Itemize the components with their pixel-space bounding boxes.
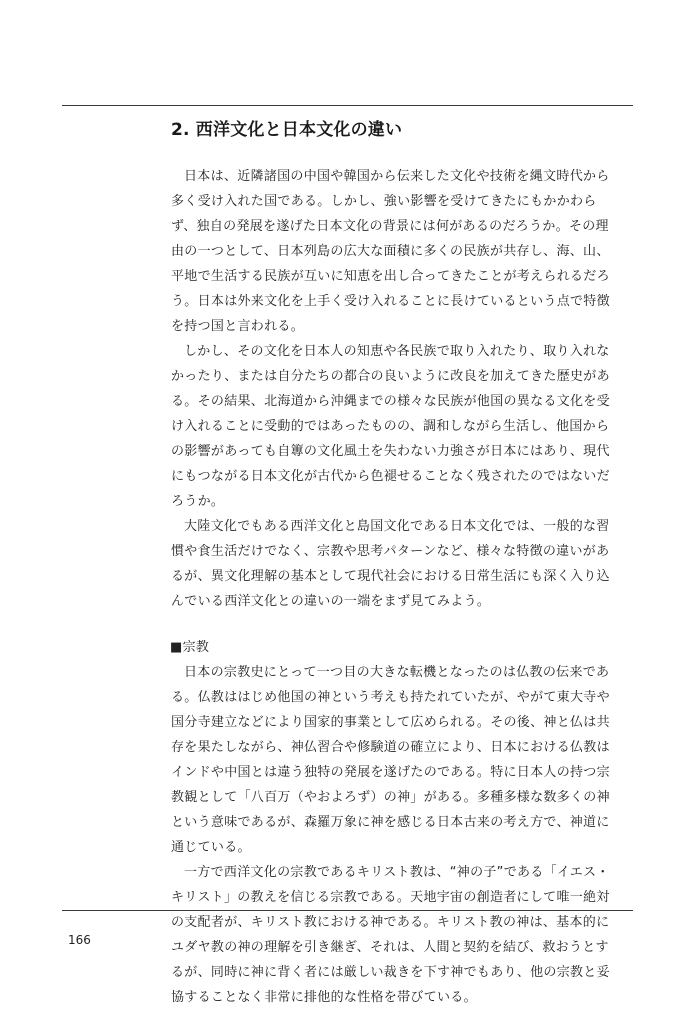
intro-body <box>171 164 621 614</box>
paragraph: 大陸文化でもある西洋文化と島国文化である日本文化では、一般的な習慣や食生活だけでなく、宗教や思考パターンなど、様々な特徴の違いがあるが、異文化理解の基本として現代社会における日常生活にも深く入り込んでいる西洋文化との違いの一端をまず見てみよう。 <box>171 519 610 609</box>
page-number: 166 <box>68 933 91 947</box>
religion-body <box>171 660 621 1010</box>
paragraph: 日本の宗教史にとって一つ目の大きな転機となったのは仏教の伝来である。仏教ははじめ他国の神という考えも持たれていたが、やがて東大寺や国分寺建立などにより国家的事業として広められる。その後、神と仏は共存を果たしながら、神仏習合や修験道の確立により、日本における仏教はインドや中国とは違う独特の発展を遂げたのである。特に日本人の持つ宗教観として「八百万（やおよろず）の神」がある。多種多様な数多くの神という意味であるが、森羅万象に神を感じる日本古来の考え方で、神道に通じている。 <box>171 665 610 855</box>
paragraph: しかし、その文化を日本人の知恵や各民族で取り入れたり、取り入れなかったり、または自分たちの都合の良いように改良を加えてきた歴史がある。その結果、北海道から沖縄までの様々な民族が他国の異なる文化を受け入れることに受動的ではあったものの、調和しながら生活し、他国からの影響があっても自篿の文化風土を失わない力強さが日本にはあり、現代にもつながる日本文化が古代から色褪せることなく残されたのではないだろうか。 <box>171 344 610 509</box>
bottom-rule <box>62 910 633 911</box>
top-rule <box>62 105 633 106</box>
page-content <box>171 118 621 1010</box>
paragraph: 日本は、近隣諸国の中国や韓国から伝来した文化や技術を縄文時代から多く受け入れた国である。しかし、強い影響を受けてきたにもかかわらず、独自の発展を遂げた日本文化の背景には何があるのだろうか。その理由の一つとして、日本列島の広大な面積に多くの民族が共存し、海、山、平地で生活する民族が互いに知恵を出し合ってきたことが考えられるだろう。日本は外来文化を上手く受け入れることに長けているという点で特徴を持つ国と言われる。 <box>171 169 610 334</box>
subsection-title: ■宗教 <box>170 640 210 655</box>
section-heading: 2. 西洋文化と日本文化の違い <box>171 120 403 140</box>
paragraph: 一方で西洋文化の宗教であるキリスト教は、“神の子”である「イエス・キリスト」の教えを信じる宗教である。天地宇宙の創造者にして唯一絶対の支配者が、キリスト教における神である。キリスト教の神は、基本的にユダヤ教の神の理解を引き継ぎ、それは、人間と契約を結び、救おうとするが、同時に神に背く者には厳しい裁きを下す神でもあり、他の宗教と妥協することなく非常に排他的な性格を帯びている。 <box>171 865 610 1005</box>
